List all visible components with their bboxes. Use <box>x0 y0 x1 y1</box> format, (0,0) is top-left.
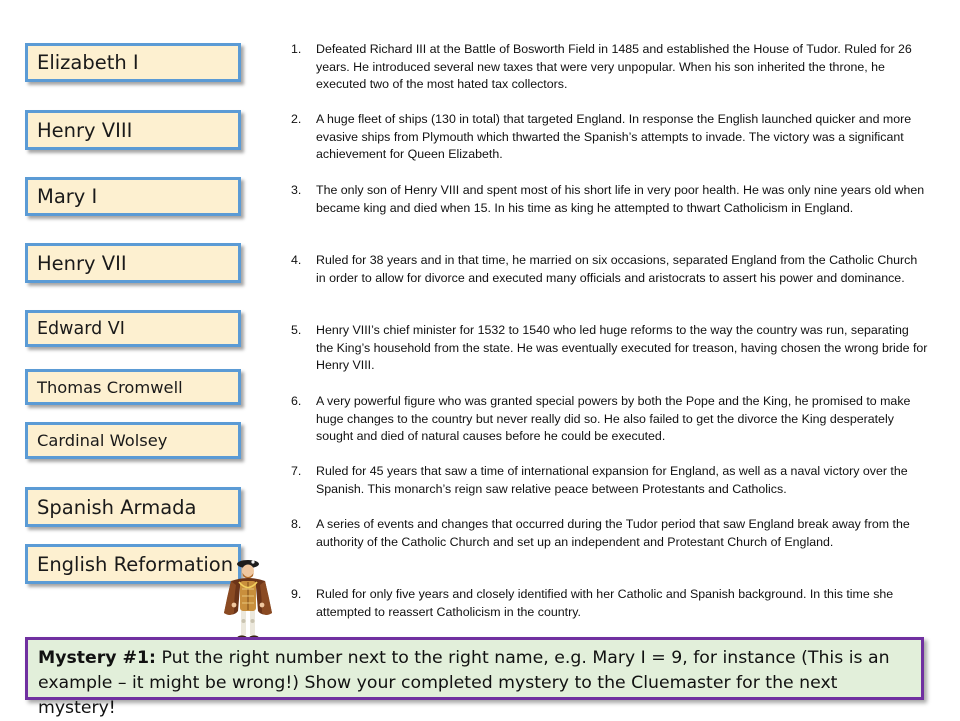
clue-number: 1. <box>291 42 302 56</box>
clue-text: Defeated Richard III at the Battle of Bosworth Field in 1485 and established the House of Tudor. Ruled for 26 years. He introduced several new taxes that were very unpopular. When his son inherited the throne, he executed two of the most hated tax collectors. <box>316 42 912 92</box>
name-label: Mary I <box>37 185 98 208</box>
name-label: Thomas Cromwell <box>37 377 183 397</box>
clue-item <box>291 586 929 621</box>
name-box-edward-vi[interactable] <box>25 310 241 347</box>
clue-item <box>291 393 929 446</box>
clue-number: 5. <box>291 323 302 337</box>
clue-item <box>291 322 929 375</box>
clue-item <box>291 516 929 551</box>
clue-item <box>291 463 929 498</box>
clue-number: 7. <box>291 464 302 478</box>
mystery-label: Mystery #1: <box>38 648 156 668</box>
clue-item <box>291 182 929 217</box>
clue-number: 8. <box>291 517 302 531</box>
clue-number: 6. <box>291 394 302 408</box>
clue-text: Ruled for 38 years and in that time, he married on six occasions, separated England from the Catholic Church in order to allow for divorce and executed many officials and aristocrats to assert his power and dominance. <box>316 253 918 285</box>
clue-number: 3. <box>291 183 302 197</box>
name-label: Elizabeth I <box>37 51 139 74</box>
name-box-mary-i[interactable] <box>25 177 241 216</box>
clue-number: 9. <box>291 587 302 601</box>
clue-text: A huge fleet of ships (130 in total) that targeted England. In response the English launched quicker and more evasive ships from Plymouth which thwarted the Spanish’s attempts to invade. The victory was a significant achievement for Queen Elizabeth. <box>316 112 912 162</box>
clue-item <box>291 111 929 164</box>
clue-item <box>291 252 929 287</box>
name-label: Henry VII <box>37 251 127 275</box>
clue-text: Henry VIII’s chief minister for 1532 to 1540 who led huge reforms to the way the country was run, separating the King’s household from the state. He was eventually executed for treason, having chosen the wrong bride for Henry VIII. <box>316 323 928 373</box>
clue-text: The only son of Henry VIII and spent most of his short life in very poor health. He was only nine years old when became king and died when 15. In his time as king he attempted to thwart Catholicism in England. <box>316 183 925 215</box>
mystery-instruction-box <box>25 637 924 718</box>
name-box-henry-viii[interactable] <box>25 110 241 150</box>
clue-text: A very powerful figure who was granted special powers by both the Pope and the King, he promised to make huge changes to the country but never really did so. He also failed to get the divorce the King desperately sought and died of natural causes before he could be executed. <box>316 394 911 444</box>
clue-text: A series of events and changes that occurred during the Tudor period that saw England break away from the authority of the Catholic Church and set up an independent and Protestant Church of England. <box>316 517 910 549</box>
name-label: Spanish Armada <box>37 495 197 519</box>
henry-viii-figure-icon <box>222 557 274 643</box>
clue-item <box>291 41 929 94</box>
name-box-thomas-cromwell[interactable] <box>25 369 241 405</box>
name-box-cardinal-wolsey[interactable] <box>25 422 241 459</box>
name-box-elizabeth-i[interactable] <box>25 43 241 82</box>
name-label: Henry VIII <box>37 118 133 142</box>
mystery-text: Put the right number next to the right name, e.g. Mary I = 9, for instance (This is an example – it might be wrong!) Show your completed mystery to the Cluemaster for the next mystery! <box>38 648 890 718</box>
clue-number: 4. <box>291 253 302 267</box>
name-box-english-reformation[interactable] <box>25 544 241 584</box>
clue-text: Ruled for 45 years that saw a time of international expansion for England, as well as a naval victory over the Spanish. This monarch’s reign saw relative peace between Protestants and Catholics. <box>316 464 908 496</box>
name-label: English Reformation <box>37 552 234 576</box>
name-box-spanish-armada[interactable] <box>25 487 241 527</box>
clue-number: 2. <box>291 112 302 126</box>
clue-text: Ruled for only five years and closely identified with her Catholic and Spanish background. In this time she attempted to reassert Catholicism in the country. <box>316 587 894 619</box>
name-label: Cardinal Wolsey <box>37 431 168 450</box>
name-box-henry-vii[interactable] <box>25 243 241 283</box>
name-label: Edward VI <box>37 318 125 339</box>
